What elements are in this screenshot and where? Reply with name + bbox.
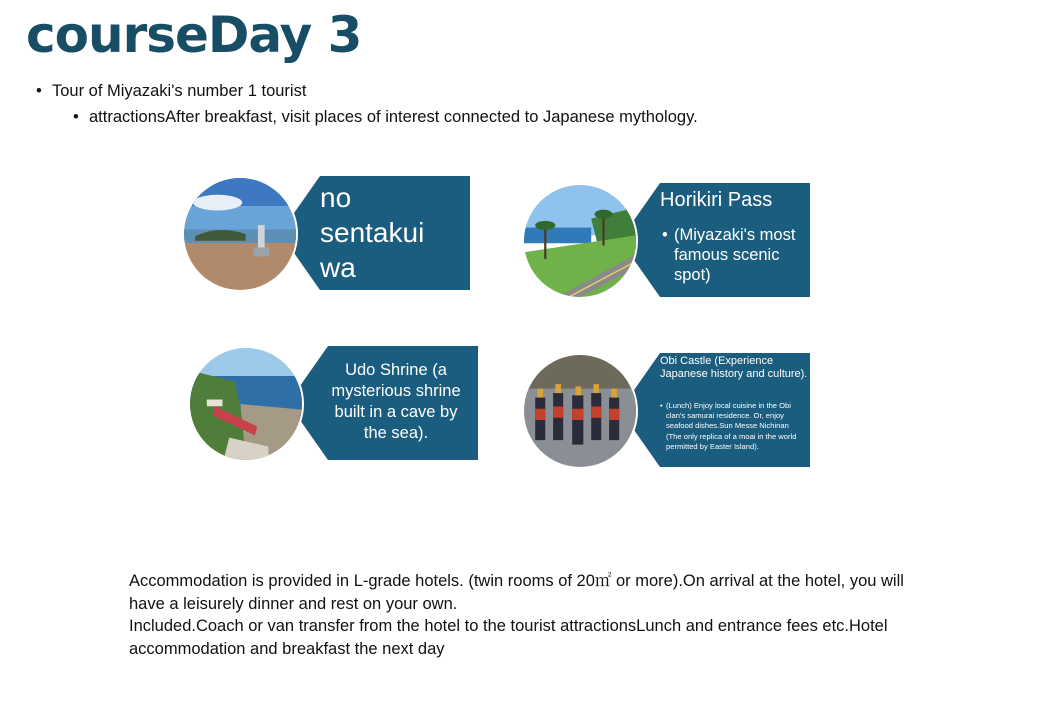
accommodation-note: Accommodation is provided in L-grade hotels. (twin rooms of 20㎡ or more).On arrival at the hotel, you will have a leisurely dinner and rest on your own. — [129, 572, 904, 613]
bullet-dot: • — [73, 108, 79, 126]
samurai-parade-photo — [522, 353, 638, 469]
attraction-card — [182, 176, 472, 294]
sub-bullet-item — [73, 108, 698, 127]
card-bullet-text: (Lunch) Enjoy local cuisine in the Obi clan's samurai residence. Or, enjoy seafood dishes.Sun Messe Nichinan (The only replica of a moai in the world permitted by Easter Island). — [666, 401, 797, 451]
card-title: Obi Castle (Experience Japanese history and culture). — [660, 355, 808, 380]
card-bullet-text: (Miyazaki's most famous scenic spot) — [674, 226, 796, 284]
card-text: no sentakui wa — [320, 182, 425, 283]
bullet-text: attractionsAfter breakfast, visit places of interest connected to Japanese mythology. — [89, 108, 698, 126]
card-text: Udo Shrine (a mysterious shrine built in a cave by the sea). — [331, 361, 461, 442]
card-bullet — [662, 225, 802, 285]
bullet-dot: • — [662, 226, 668, 244]
attraction-card — [522, 183, 812, 301]
attraction-card — [522, 353, 812, 471]
included-note: Included.Coach or van transfer from the hotel to the tourist attractionsLunch and entrance fees etc.Hotel accommodation and breakfast the next day — [129, 617, 888, 658]
bullet-dot: • — [660, 401, 663, 410]
card-bullet — [660, 401, 800, 452]
coastal-shrine-photo — [182, 176, 298, 292]
bullet-dot: • — [36, 82, 42, 100]
footer-notes — [129, 570, 929, 660]
bullet-item — [36, 82, 307, 101]
card-title: Horikiri Pass — [660, 189, 773, 211]
sea-cave-shrine-photo — [188, 346, 304, 462]
coastal-road-photo — [522, 183, 638, 299]
page-title: courseDay 3 — [26, 6, 362, 64]
attraction-card — [188, 346, 480, 464]
bullet-text: Tour of Miyazaki's number 1 tourist — [52, 82, 307, 100]
